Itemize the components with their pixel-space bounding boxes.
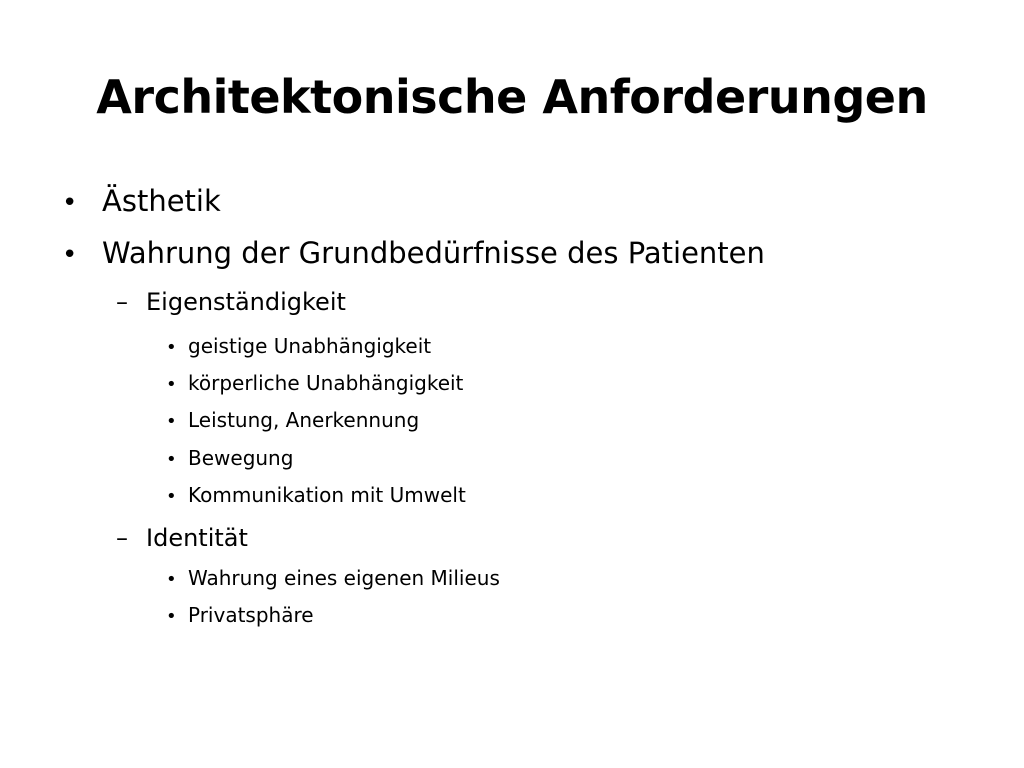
- subsub-item-text: Privatsphäre: [188, 603, 314, 627]
- bullet-item-aesthetik: [62, 184, 221, 218]
- bullet-text: Ästhetik: [102, 184, 221, 218]
- subsub-item-koerper: [166, 371, 463, 395]
- subsub-item-milieu: [166, 566, 500, 590]
- bullet-icon: •: [166, 411, 177, 432]
- bullet-icon: •: [62, 188, 78, 218]
- sub-item-text: Identität: [146, 524, 248, 552]
- bullet-icon: •: [166, 569, 177, 590]
- subsub-item-text: Bewegung: [188, 446, 294, 470]
- sub-item-identitaet: [116, 524, 248, 552]
- subsub-item-text: geistige Unabhängigkeit: [188, 334, 432, 358]
- slide-title: Architektonische Anforderungen: [96, 70, 928, 124]
- bullet-icon: •: [166, 337, 177, 358]
- bullet-icon: •: [166, 374, 177, 395]
- subsub-item-text: Wahrung eines eigenen Milieus: [188, 566, 500, 590]
- bullet-icon: •: [166, 606, 177, 627]
- subsub-item-text: Kommunikation mit Umwelt: [188, 483, 466, 507]
- sub-item-eigenstaendigkeit: [116, 288, 346, 316]
- dash-icon: –: [116, 288, 128, 316]
- bullet-icon: •: [166, 449, 177, 470]
- subsub-item-privat: [166, 603, 314, 627]
- bullet-icon: •: [166, 486, 177, 507]
- bullet-item-wahrung: [62, 236, 765, 270]
- subsub-item-bewegung: [166, 446, 293, 470]
- bullet-icon: •: [62, 240, 78, 270]
- subsub-item-kommunikation: [166, 483, 466, 507]
- subsub-item-text: körperliche Unabhängigkeit: [188, 371, 464, 395]
- subsub-item-leistung: [166, 408, 419, 432]
- dash-icon: –: [116, 524, 128, 552]
- sub-item-text: Eigenständigkeit: [146, 288, 346, 316]
- subsub-item-text: Leistung, Anerkennung: [188, 408, 420, 432]
- subsub-item-geistig: [166, 334, 431, 358]
- bullet-text: Wahrung der Grundbedürfnisse des Patienten: [102, 236, 765, 270]
